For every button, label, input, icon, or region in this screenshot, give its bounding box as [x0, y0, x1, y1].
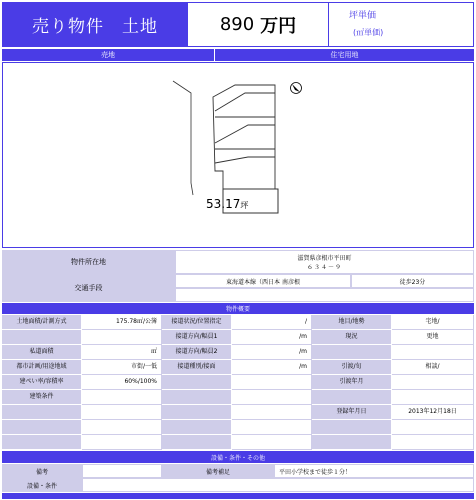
overview-cell-r0-c3: / — [232, 315, 312, 330]
overview-header — [2, 303, 474, 314]
overview-cell-r2-c2: 接道方向/幅員2 — [162, 345, 232, 360]
site-plan-drawing — [3, 63, 473, 247]
overview-cell-r5-c5 — [392, 390, 474, 405]
location-line1: 滋賀県彦根市平田町 — [297, 255, 352, 262]
overview-cell-r1-c1 — [82, 330, 162, 345]
location-value-cell — [175, 250, 474, 274]
overview-cell-r7-c2 — [162, 420, 232, 435]
overview-cell-r6-c5: 2013年12月18日 — [392, 405, 474, 420]
sqm-price-label: (㎡単価) — [353, 28, 384, 37]
overview-cell-r1-c4: 現況 — [312, 330, 392, 345]
category-right — [215, 49, 474, 61]
overview-cell-r4-c3 — [232, 375, 312, 390]
location-label: 物件所在地 — [71, 258, 106, 266]
conditions-label-cell — [2, 478, 82, 492]
overview-cell-r2-c0: 私道面積 — [2, 345, 82, 360]
overview-cell-r1-c0 — [2, 330, 82, 345]
overview-cell-r6-c0 — [2, 405, 82, 420]
overview-cell-r2-c1: ㎡ — [82, 345, 162, 360]
overview-cell-r0-c2: 接道状況/位置指定 — [162, 315, 232, 330]
overview-cell-r0-c4: 地目/地勢 — [312, 315, 392, 330]
overview-cell-r4-c1: 60%/100% — [82, 375, 162, 390]
overview-cell-r8-c3 — [232, 435, 312, 450]
unit-price-box — [328, 2, 474, 47]
overview-cell-r1-c2: 接道方向/幅員1 — [162, 330, 232, 345]
overview-cell-r8-c2 — [162, 435, 232, 450]
overview-cell-r4-c2 — [162, 375, 232, 390]
overview-cell-r6-c1 — [82, 405, 162, 420]
remarks-label-cell — [2, 464, 82, 478]
overview-cell-r3-c3: /m — [232, 360, 312, 375]
remarks-supp-value-cell — [274, 464, 474, 478]
overview-cell-r1-c3: /m — [232, 330, 312, 345]
overview-cell-r8-c5 — [392, 435, 474, 450]
north-arrow-icon — [291, 83, 302, 94]
overview-cell-r6-c4: 登録年月日 — [312, 405, 392, 420]
transport-label: 交通手段 — [74, 284, 103, 292]
overview-cell-r3-c0: 都市計画/用途地域 — [2, 360, 82, 375]
footer-bar — [2, 493, 474, 499]
conditions-value-cell — [82, 478, 474, 492]
overview-cell-r0-c1: 175.78㎡/公簿 — [82, 315, 162, 330]
overview-cell-r5-c0: 建築条件 — [2, 390, 82, 405]
overview-cell-r2-c5 — [392, 345, 474, 360]
overview-cell-r3-c1: 市街/一低 — [82, 360, 162, 375]
overview-cell-r7-c4 — [312, 420, 392, 435]
neighbor-lot-1 — [215, 93, 275, 111]
overview-cell-r6-c2 — [162, 405, 232, 420]
transport-line-cell — [175, 274, 351, 288]
transport-empty-cell — [175, 288, 474, 302]
category-right-text: 住宅用地 — [330, 51, 359, 59]
overview-cell-r8-c1 — [82, 435, 162, 450]
remarks-supp-label: 備考補足 — [205, 468, 230, 476]
overview-cell-r8-c4 — [312, 435, 392, 450]
transport-walk: 徒歩23分 — [399, 278, 426, 286]
overview-cell-r7-c0 — [2, 420, 82, 435]
location-line2: ６３４－９ — [306, 264, 342, 271]
overview-cell-r7-c1 — [82, 420, 162, 435]
price-value: 890 — [219, 14, 255, 35]
lot-area-unit: 坪 — [240, 201, 249, 210]
header-title-box — [2, 2, 188, 47]
overview-cell-r2-c3: /m — [232, 345, 312, 360]
facilities-header — [2, 451, 474, 463]
overview-cell-r3-c5: 相談/ — [392, 360, 474, 375]
transport-walk-cell — [351, 274, 474, 288]
overview-cell-r4-c0: 建ぺい率/容積率 — [2, 375, 82, 390]
overview-cell-r3-c2: 接道種別/接面 — [162, 360, 232, 375]
overview-cell-r4-c5 — [392, 375, 474, 390]
remarks-supp-label-cell — [162, 464, 274, 478]
overview-cell-r5-c1 — [82, 390, 162, 405]
overview-cell-r8-c0 — [2, 435, 82, 450]
remarks-supp-value: 平田小学校まで徒歩１分！ — [279, 468, 352, 476]
overview-cell-r5-c3 — [232, 390, 312, 405]
neighbor-lot-3 — [215, 125, 275, 143]
site-plan-frame — [2, 62, 474, 248]
remarks-label: 備考 — [35, 468, 48, 476]
remarks-value-cell — [82, 464, 162, 478]
overview-cell-r6-c3 — [232, 405, 312, 420]
facilities-header-text: 設備・条件・その他 — [210, 454, 265, 462]
neighbor-lot-5 — [215, 157, 275, 163]
conditions-label: 設備・条件 — [26, 482, 57, 490]
lot-area-value: 53.17 — [206, 197, 241, 211]
overview-cell-r7-c5 — [392, 420, 474, 435]
location-label-cell — [2, 250, 175, 274]
overview-cell-r0-c5: 宅地/ — [392, 315, 474, 330]
overview-cell-r2-c4 — [312, 345, 392, 360]
overview-table — [2, 315, 474, 450]
category-left — [2, 49, 214, 61]
overview-cell-r7-c3 — [232, 420, 312, 435]
overview-cell-r4-c4: 引渡年月 — [312, 375, 392, 390]
tsubo-price-label: 坪単価 — [349, 11, 377, 21]
road-line — [173, 81, 193, 195]
category-left-text: 売地 — [101, 51, 115, 59]
overview-cell-r0-c0: 土地面積/計測方式 — [2, 315, 82, 330]
overview-cell-r5-c2 — [162, 390, 232, 405]
lot-area-label — [206, 193, 248, 212]
transport-label-cell — [2, 274, 175, 302]
lot-outline — [213, 85, 275, 189]
overview-cell-r3-c4: 引渡/旬 — [312, 360, 392, 375]
price-unit: 万円 — [260, 15, 297, 37]
transport-line: 東海道本線（西日本 南彦根 — [226, 278, 300, 286]
overview-header-text: 物件概要 — [225, 306, 250, 313]
overview-cell-r1-c5: 更地 — [392, 330, 474, 345]
overview-cell-r5-c4 — [312, 390, 392, 405]
price-box — [188, 2, 328, 47]
property-type-title: 売り物件 土地 — [32, 17, 158, 37]
